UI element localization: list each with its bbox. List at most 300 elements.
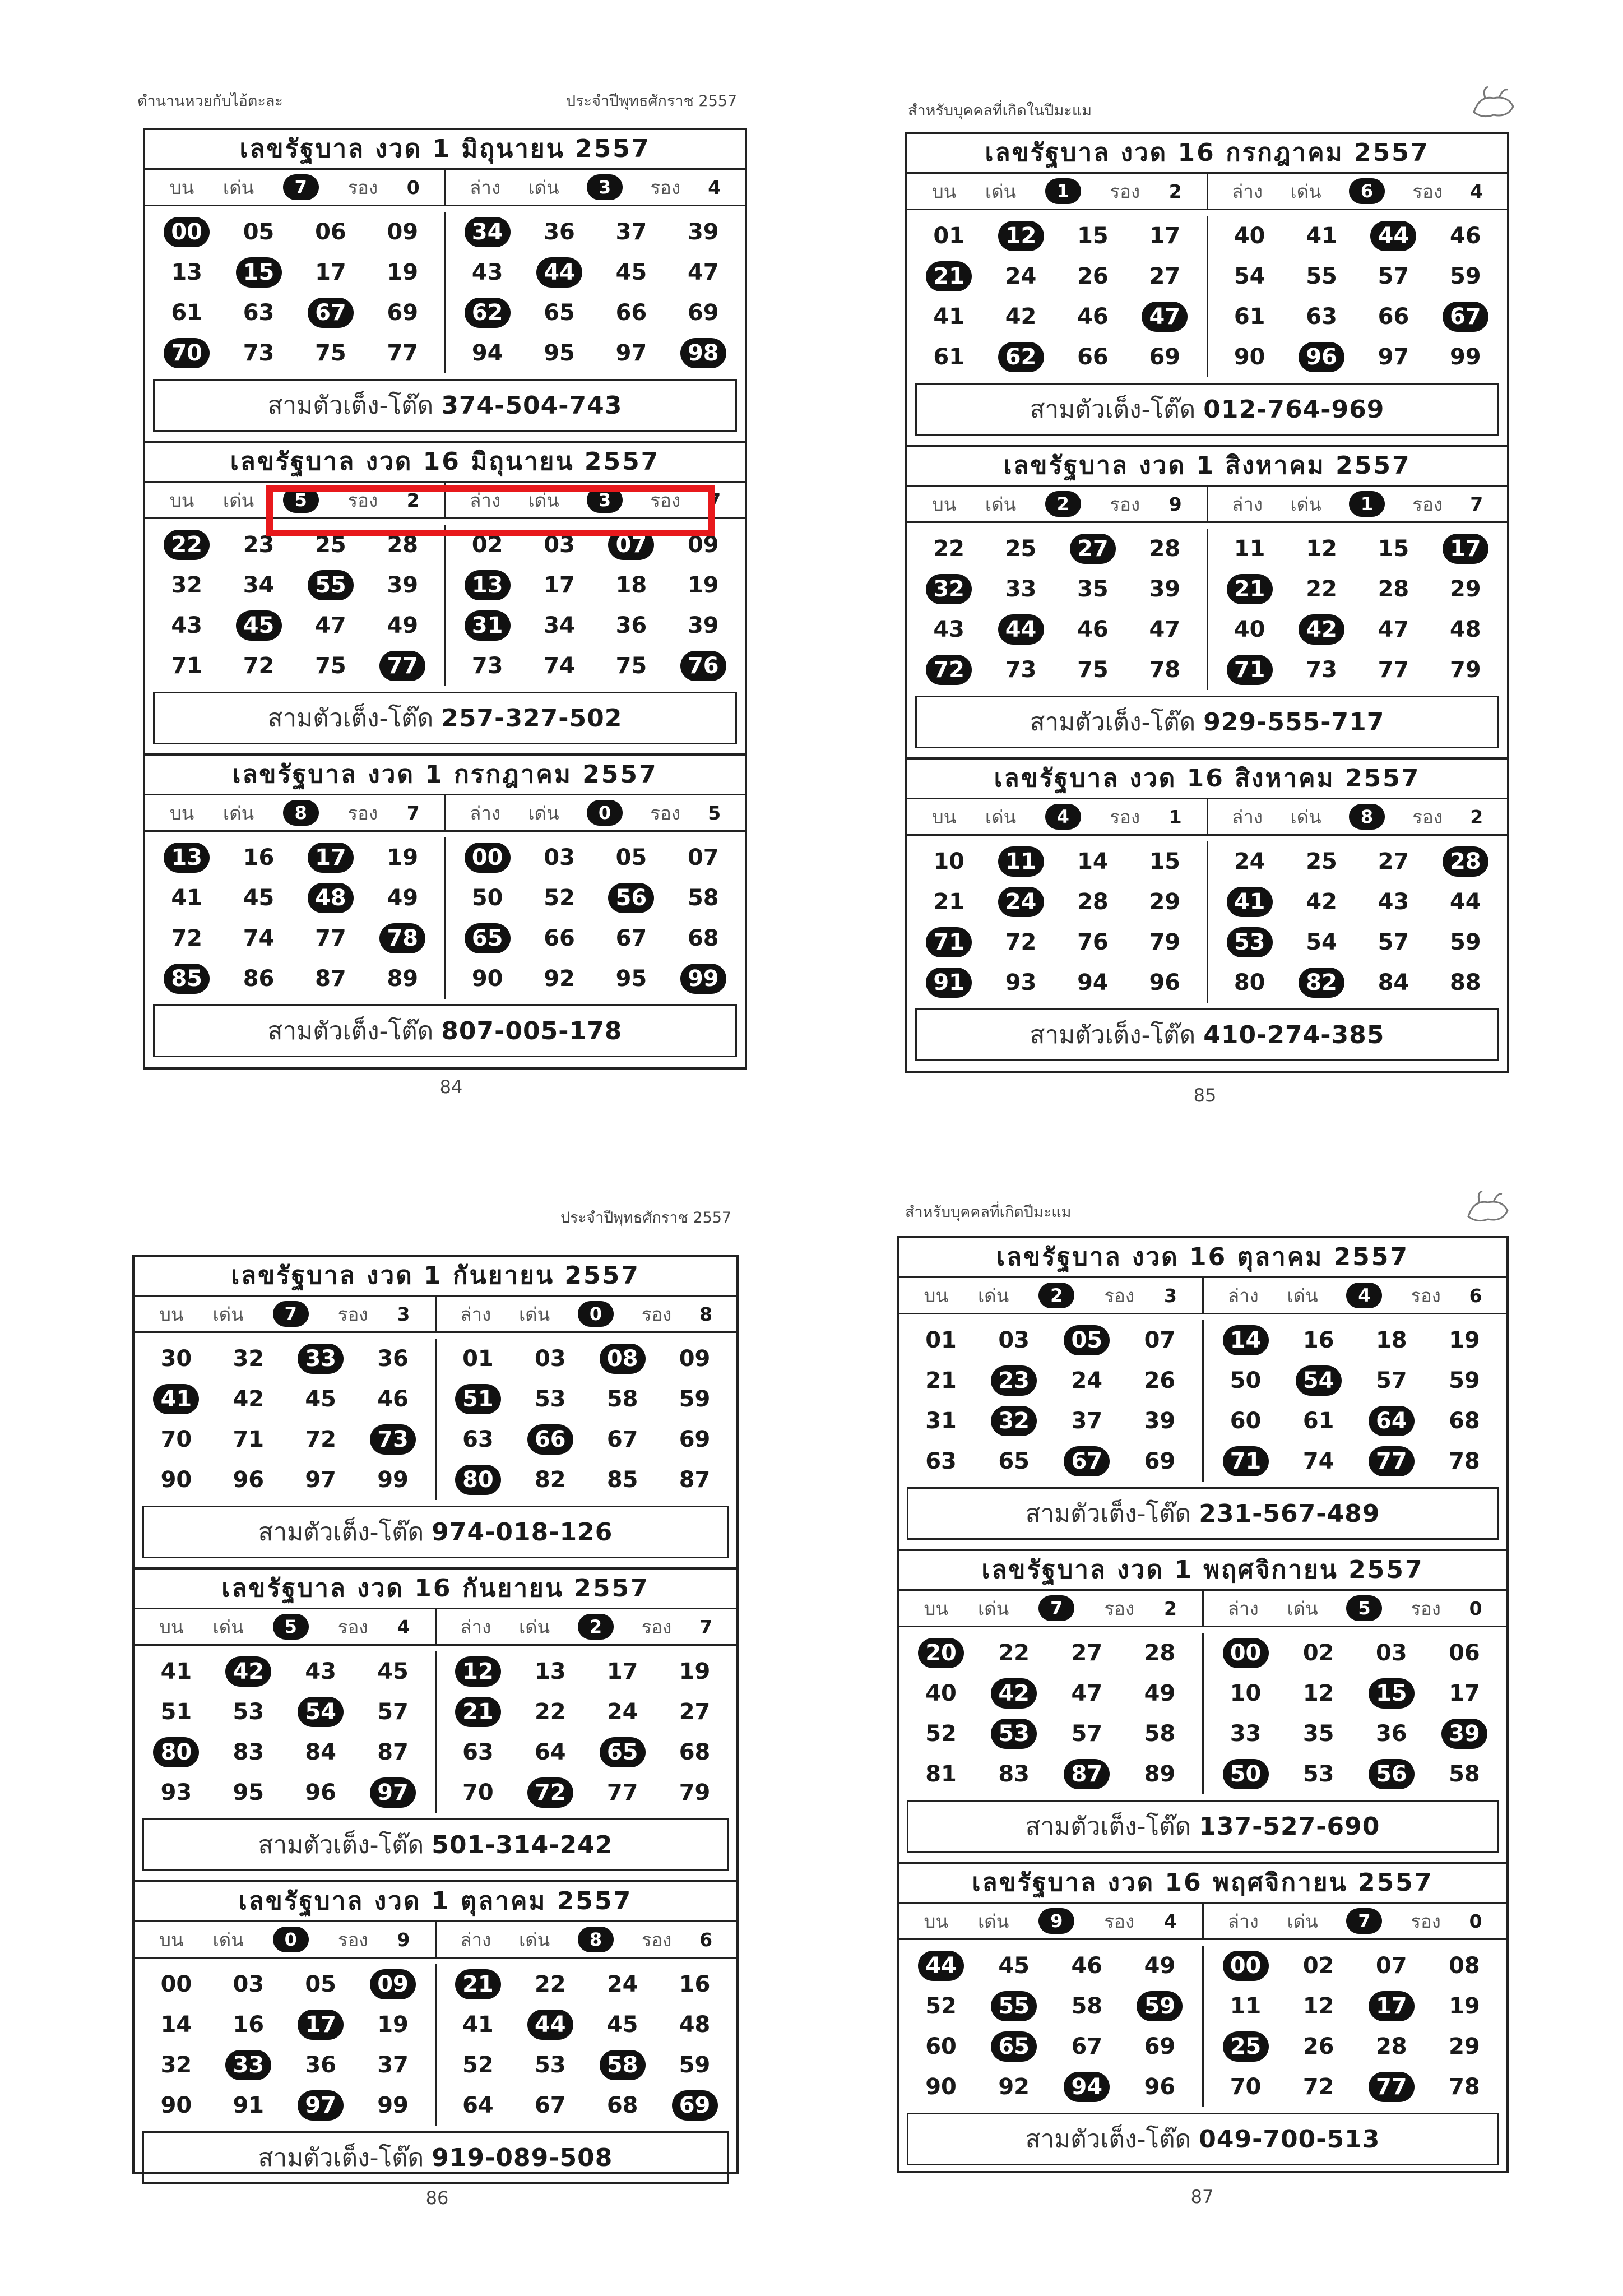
page-header-left: ตำนานหวยกับไอ้ตะละ — [137, 92, 283, 110]
lead-digit: 0 — [273, 1927, 309, 1952]
number-cell: 26 — [1144, 1368, 1176, 1394]
second-digit: 4 — [1470, 180, 1483, 202]
number-cell: 14 — [1077, 849, 1109, 874]
number-cell: 39 — [687, 613, 719, 638]
number-grid — [907, 523, 1507, 690]
number-cell: 41 — [1306, 223, 1337, 249]
number-hit: 14 — [1223, 1325, 1269, 1355]
number-grid — [135, 1959, 736, 2126]
upper-key — [145, 795, 446, 830]
lead-digit: 3 — [587, 487, 623, 513]
number-cell: 75 — [315, 340, 346, 366]
number-cell: 08 — [1449, 1953, 1480, 1979]
second-digit: 7 — [406, 802, 420, 824]
upper-label: บน — [924, 1597, 949, 1619]
number-cell: 27 — [1378, 849, 1409, 874]
page-header-left: สำหรับบุคคลที่เกิดในปีมะแม — [908, 102, 1092, 119]
number-cell: 34 — [243, 572, 275, 598]
number-hit: 48 — [308, 883, 354, 913]
number-cell: 59 — [679, 2052, 711, 2078]
key-row — [135, 1922, 736, 1959]
lead-digit: 7 — [1346, 1908, 1382, 1934]
lead-label: เด่น — [985, 180, 1017, 202]
number-cell: 97 — [615, 340, 647, 366]
number-cell: 90 — [925, 2074, 957, 2100]
number-grid — [135, 1646, 736, 1813]
lower-label: ล่าง — [1227, 1597, 1259, 1619]
number-cell: 36 — [544, 219, 575, 245]
second-label: รอง — [1411, 1284, 1441, 1307]
second-label: รอง — [1104, 1910, 1134, 1932]
number-cell: 71 — [233, 1427, 265, 1452]
number-hit: 73 — [370, 1424, 416, 1455]
key-row — [899, 1278, 1506, 1314]
lead-digit: 8 — [578, 1927, 614, 1952]
number-cell: 90 — [160, 2093, 192, 2118]
number-cell: 29 — [1149, 889, 1181, 915]
number-cell: 65 — [544, 300, 575, 326]
left-numbers — [907, 841, 1208, 1003]
lead-label: เด่น — [978, 1910, 1009, 1932]
number-cell: 48 — [1449, 617, 1481, 642]
number-cell: 16 — [679, 1971, 711, 1997]
number-cell: 09 — [679, 1346, 711, 1372]
number-cell: 17 — [315, 260, 346, 285]
number-cell: 87 — [679, 1467, 711, 1493]
number-cell: 22 — [933, 536, 965, 562]
number-cell: 76 — [1077, 929, 1109, 955]
left-numbers — [145, 525, 446, 686]
number-hit: 96 — [1299, 342, 1344, 372]
number-cell: 88 — [1449, 970, 1481, 996]
number-cell: 02 — [1302, 1953, 1334, 1979]
number-hit: 33 — [225, 2050, 271, 2080]
result-label: สามตัวเต็ง-โต๊ด — [1025, 2125, 1191, 2154]
right-numbers — [1204, 1320, 1507, 1482]
number-hit: 28 — [1443, 846, 1488, 877]
number-cell: 46 — [1077, 304, 1109, 330]
number-cell: 73 — [1005, 657, 1037, 683]
number-hit: 53 — [991, 1719, 1037, 1749]
right-numbers — [1208, 841, 1508, 1003]
second-label: รอง — [641, 1303, 672, 1325]
number-cell: 29 — [1449, 576, 1481, 602]
number-cell: 09 — [387, 219, 419, 245]
number-hit: 41 — [1227, 887, 1273, 917]
number-hit: 80 — [455, 1465, 501, 1495]
second-digit: 3 — [397, 1303, 410, 1325]
upper-key — [899, 1278, 1204, 1313]
number-hit: 97 — [298, 2090, 344, 2121]
left-numbers — [907, 529, 1208, 690]
number-cell: 33 — [1005, 576, 1037, 602]
lead-label: เด่น — [1290, 180, 1321, 202]
number-cell: 24 — [606, 1971, 638, 1997]
lead-label: เด่น — [518, 1303, 550, 1325]
key-row — [899, 1904, 1506, 1940]
result-label: สามตัวเต็ง-โต๊ด — [1030, 395, 1196, 424]
draw-block — [135, 1257, 736, 1570]
number-cell: 94 — [1077, 970, 1109, 996]
lower-label: ล่าง — [1232, 806, 1263, 828]
upper-label: บน — [159, 1303, 184, 1325]
number-cell: 40 — [925, 1681, 957, 1706]
number-cell: 16 — [233, 2012, 265, 2038]
number-hit: 13 — [465, 570, 511, 600]
number-cell: 41 — [160, 1659, 192, 1684]
number-cell: 67 — [606, 1427, 638, 1452]
number-cell: 29 — [1449, 2034, 1480, 2059]
number-cell: 21 — [925, 1368, 957, 1394]
number-cell: 58 — [687, 885, 719, 911]
number-cell: 85 — [606, 1467, 638, 1493]
number-cell: 52 — [544, 885, 575, 911]
number-cell: 73 — [243, 340, 275, 366]
number-hit: 56 — [1369, 1759, 1415, 1789]
number-hit: 77 — [1369, 2072, 1415, 2102]
key-row — [135, 1609, 736, 1646]
second-digit: 9 — [397, 1928, 410, 1951]
number-cell: 99 — [377, 1467, 409, 1493]
number-cell: 03 — [233, 1971, 265, 1997]
number-cell: 79 — [679, 1780, 711, 1806]
draw-title: เลขรัฐบาล งวด 16 กรกฎาคม 2557 — [907, 134, 1507, 174]
number-cell: 39 — [687, 219, 719, 245]
number-hit: 00 — [164, 217, 210, 247]
number-cell: 97 — [305, 1467, 337, 1493]
lead-digit: 1 — [1045, 178, 1081, 204]
right-numbers — [437, 1339, 737, 1500]
number-cell: 66 — [1378, 304, 1409, 330]
three-digit-result — [142, 1506, 729, 1558]
upper-label: บน — [924, 1284, 949, 1307]
number-cell: 63 — [462, 1739, 494, 1765]
number-hit: 21 — [926, 261, 972, 291]
number-hit: 65 — [991, 2031, 1037, 2062]
number-cell: 70 — [1230, 2074, 1262, 2100]
number-cell: 51 — [160, 1699, 192, 1725]
number-cell: 06 — [315, 219, 346, 245]
number-cell: 17 — [606, 1659, 638, 1684]
number-hit: 69 — [672, 2090, 718, 2121]
result-value: 231-567-489 — [1199, 1499, 1380, 1528]
number-cell: 24 — [606, 1699, 638, 1725]
number-cell: 66 — [544, 925, 575, 951]
number-hit: 54 — [298, 1697, 344, 1727]
number-cell: 10 — [1230, 1681, 1262, 1706]
lower-label: ล่าง — [470, 489, 501, 511]
number-cell: 42 — [233, 1386, 265, 1412]
number-hit: 45 — [236, 610, 282, 641]
number-grid — [899, 1940, 1506, 2107]
number-cell: 43 — [171, 613, 203, 638]
number-cell: 59 — [679, 1386, 711, 1412]
number-cell: 61 — [933, 344, 965, 370]
upper-key — [135, 1609, 437, 1644]
number-hit: 77 — [1369, 1446, 1415, 1476]
number-cell: 39 — [387, 572, 419, 598]
number-hit: 67 — [1443, 302, 1488, 332]
number-hit: 42 — [991, 1678, 1037, 1709]
number-hit: 98 — [680, 338, 726, 368]
result-label: สามตัวเต็ง-โต๊ด — [258, 2144, 424, 2172]
second-label: รอง — [1110, 806, 1140, 828]
number-cell: 80 — [1234, 970, 1265, 996]
number-hit: 99 — [680, 964, 726, 994]
number-cell: 36 — [1375, 1721, 1407, 1747]
lead-digit: 0 — [587, 800, 623, 826]
key-row — [907, 799, 1507, 836]
number-cell: 27 — [1071, 1640, 1103, 1666]
three-digit-result — [915, 383, 1499, 436]
number-cell: 13 — [171, 260, 203, 285]
left-numbers — [135, 1339, 437, 1500]
result-value: 374-504-743 — [441, 391, 623, 420]
three-digit-result — [915, 696, 1499, 748]
number-cell: 36 — [377, 1346, 409, 1372]
lower-label: ล่าง — [460, 1615, 491, 1638]
number-cell: 72 — [171, 925, 203, 951]
lead-label: เด่น — [1287, 1284, 1318, 1307]
number-cell: 39 — [1144, 1408, 1176, 1434]
result-label: สามตัวเต็ง-โต๊ด — [1025, 1499, 1191, 1528]
number-cell: 16 — [1302, 1327, 1334, 1353]
number-cell: 67 — [615, 925, 647, 951]
number-hit: 08 — [600, 1344, 646, 1374]
number-cell: 11 — [1230, 1993, 1262, 2019]
upper-label: บน — [159, 1615, 184, 1638]
number-hit: 94 — [1064, 2072, 1110, 2102]
second-label: รอง — [641, 1615, 672, 1638]
second-digit: 0 — [1469, 1910, 1482, 1932]
second-label: รอง — [1104, 1284, 1134, 1307]
number-cell: 63 — [462, 1427, 494, 1452]
number-hit: 17 — [308, 843, 354, 873]
number-hit: 27 — [1070, 534, 1116, 564]
number-cell: 72 — [1302, 2074, 1334, 2100]
number-cell: 27 — [679, 1699, 711, 1725]
upper-key — [899, 1591, 1204, 1626]
lower-label: ล่าง — [1227, 1910, 1259, 1932]
key-row — [907, 487, 1507, 523]
number-grid — [145, 832, 745, 999]
key-row — [907, 174, 1507, 210]
number-cell: 26 — [1302, 2034, 1334, 2059]
right-numbers — [446, 525, 745, 686]
lead-digit: 3 — [587, 174, 623, 200]
upper-label: บน — [169, 176, 194, 198]
number-cell: 50 — [1230, 1368, 1262, 1394]
number-cell: 55 — [1306, 263, 1337, 289]
number-cell: 63 — [243, 300, 275, 326]
number-cell: 64 — [534, 1739, 566, 1765]
number-cell: 39 — [1149, 576, 1181, 602]
number-cell: 50 — [471, 885, 503, 911]
number-cell: 17 — [1149, 223, 1181, 249]
lead-label: เด่น — [1290, 806, 1321, 828]
second-digit: 3 — [1163, 1284, 1177, 1307]
number-hit: 21 — [455, 1697, 501, 1727]
number-cell: 18 — [615, 572, 647, 598]
second-label: รอง — [347, 176, 378, 198]
number-hit: 32 — [991, 1406, 1037, 1436]
number-hit: 82 — [1299, 968, 1344, 998]
number-cell: 90 — [1234, 344, 1265, 370]
number-cell: 07 — [687, 845, 719, 871]
number-cell: 37 — [377, 2052, 409, 2078]
number-cell: 25 — [1005, 536, 1037, 562]
number-hit: 34 — [465, 217, 511, 247]
number-cell: 64 — [462, 2093, 494, 2118]
number-cell: 36 — [615, 613, 647, 638]
lottery-table — [897, 1236, 1509, 2173]
number-hit: 00 — [1223, 1638, 1269, 1668]
number-cell: 01 — [925, 1327, 957, 1353]
number-cell: 07 — [1144, 1327, 1176, 1353]
number-cell: 93 — [160, 1780, 192, 1806]
number-cell: 03 — [1375, 1640, 1407, 1666]
number-cell: 47 — [1378, 617, 1409, 642]
number-cell: 43 — [471, 260, 503, 285]
number-grid — [899, 1314, 1506, 1482]
number-cell: 31 — [925, 1408, 957, 1434]
second-label: รอง — [1411, 1597, 1441, 1619]
number-cell: 77 — [606, 1780, 638, 1806]
number-cell: 06 — [1449, 1640, 1480, 1666]
second-label: รอง — [347, 489, 378, 511]
lead-digit: 9 — [1038, 1908, 1074, 1934]
number-hit: 55 — [991, 1991, 1037, 2021]
number-cell: 97 — [1378, 344, 1409, 370]
number-cell: 14 — [160, 2012, 192, 2038]
second-digit: 2 — [406, 489, 420, 511]
three-digit-result — [915, 1008, 1499, 1061]
number-hit: 42 — [225, 1656, 271, 1687]
number-hit: 87 — [1064, 1759, 1110, 1789]
draw-title: เลขรัฐบาล งวด 1 กันยายน 2557 — [135, 1257, 736, 1297]
number-cell: 03 — [544, 845, 575, 871]
number-cell: 41 — [933, 304, 965, 330]
draw-block — [899, 1238, 1506, 1551]
lead-label: เด่น — [985, 493, 1017, 515]
number-hit: 71 — [1227, 655, 1273, 685]
number-cell: 46 — [377, 1386, 409, 1412]
result-value: 919-089-508 — [432, 2143, 613, 2172]
second-digit: 9 — [1168, 493, 1182, 515]
number-hit: 91 — [926, 968, 972, 998]
second-label: รอง — [337, 1303, 368, 1325]
number-cell: 42 — [1005, 304, 1037, 330]
three-digit-result — [907, 1800, 1499, 1853]
number-hit: 05 — [1064, 1325, 1110, 1355]
second-label: รอง — [1411, 1910, 1441, 1932]
lower-label: ล่าง — [1227, 1284, 1259, 1307]
number-cell: 45 — [243, 885, 275, 911]
three-digit-result — [153, 1004, 737, 1057]
number-hit: 65 — [600, 1737, 646, 1767]
upper-key — [907, 799, 1208, 834]
number-cell: 57 — [1375, 1368, 1407, 1394]
number-grid — [907, 836, 1507, 1003]
draw-title: เลขรัฐบาล งวด 1 กรกฎาคม 2557 — [145, 756, 745, 795]
three-digit-result — [142, 1818, 729, 1871]
result-value: 974-018-126 — [432, 1517, 613, 1547]
number-hit: 44 — [1370, 221, 1416, 251]
number-cell: 79 — [1149, 929, 1181, 955]
second-digit: 5 — [708, 802, 721, 824]
number-hit: 56 — [608, 883, 654, 913]
draw-block — [907, 760, 1507, 1061]
number-cell: 52 — [925, 1993, 957, 2019]
number-cell: 19 — [387, 845, 419, 871]
lead-label: เด่น — [212, 1928, 244, 1951]
lower-key — [1208, 487, 1508, 521]
key-row — [135, 1297, 736, 1333]
number-hit: 13 — [164, 843, 210, 873]
result-value: 501-314-242 — [432, 1830, 613, 1859]
lead-digit: 2 — [1045, 491, 1081, 517]
number-cell: 83 — [233, 1739, 265, 1765]
number-cell: 28 — [1375, 2034, 1407, 2059]
number-cell: 70 — [160, 1427, 192, 1452]
number-cell: 57 — [1378, 263, 1409, 289]
lead-digit: 2 — [1038, 1283, 1074, 1308]
number-cell: 22 — [534, 1699, 566, 1725]
number-grid — [145, 206, 745, 373]
number-cell: 28 — [1077, 889, 1109, 915]
number-cell: 22 — [1306, 576, 1337, 602]
draw-block — [145, 130, 745, 443]
number-cell: 43 — [933, 617, 965, 642]
number-cell: 72 — [1005, 929, 1037, 955]
number-cell: 49 — [1144, 1953, 1176, 1979]
number-grid — [899, 1627, 1506, 1794]
number-cell: 77 — [315, 925, 346, 951]
number-cell: 15 — [1378, 536, 1409, 562]
number-hit: 58 — [600, 2050, 646, 2080]
number-hit: 00 — [465, 843, 511, 873]
number-cell: 84 — [305, 1739, 337, 1765]
result-label: สามตัวเต็ง-โต๊ด — [1030, 708, 1196, 737]
number-hit: 66 — [527, 1424, 573, 1455]
lead-digit: 8 — [1349, 804, 1385, 830]
second-label: รอง — [1110, 493, 1140, 515]
number-cell: 82 — [534, 1467, 566, 1493]
number-hit: 71 — [926, 927, 972, 957]
right-numbers — [446, 837, 745, 999]
lead-digit: 5 — [283, 487, 319, 513]
number-cell: 47 — [315, 613, 346, 638]
upper-label: บน — [931, 493, 957, 515]
left-numbers — [907, 216, 1208, 377]
lead-digit: 6 — [1349, 178, 1385, 204]
number-cell: 69 — [687, 300, 719, 326]
number-cell: 73 — [471, 653, 503, 679]
lower-label: ล่าง — [1232, 493, 1263, 515]
lead-label: เด่น — [1287, 1910, 1318, 1932]
upper-key — [135, 1922, 437, 1957]
number-cell: 68 — [687, 925, 719, 951]
number-cell: 54 — [1306, 929, 1337, 955]
number-hit: 31 — [465, 610, 511, 641]
number-cell: 19 — [1449, 1327, 1480, 1353]
number-cell: 25 — [1306, 849, 1337, 874]
second-label: รอง — [1412, 806, 1443, 828]
number-cell: 16 — [243, 845, 275, 871]
number-cell: 63 — [1306, 304, 1337, 330]
lead-digit: 5 — [1346, 1595, 1382, 1621]
number-hit: 17 — [1369, 1991, 1415, 2021]
